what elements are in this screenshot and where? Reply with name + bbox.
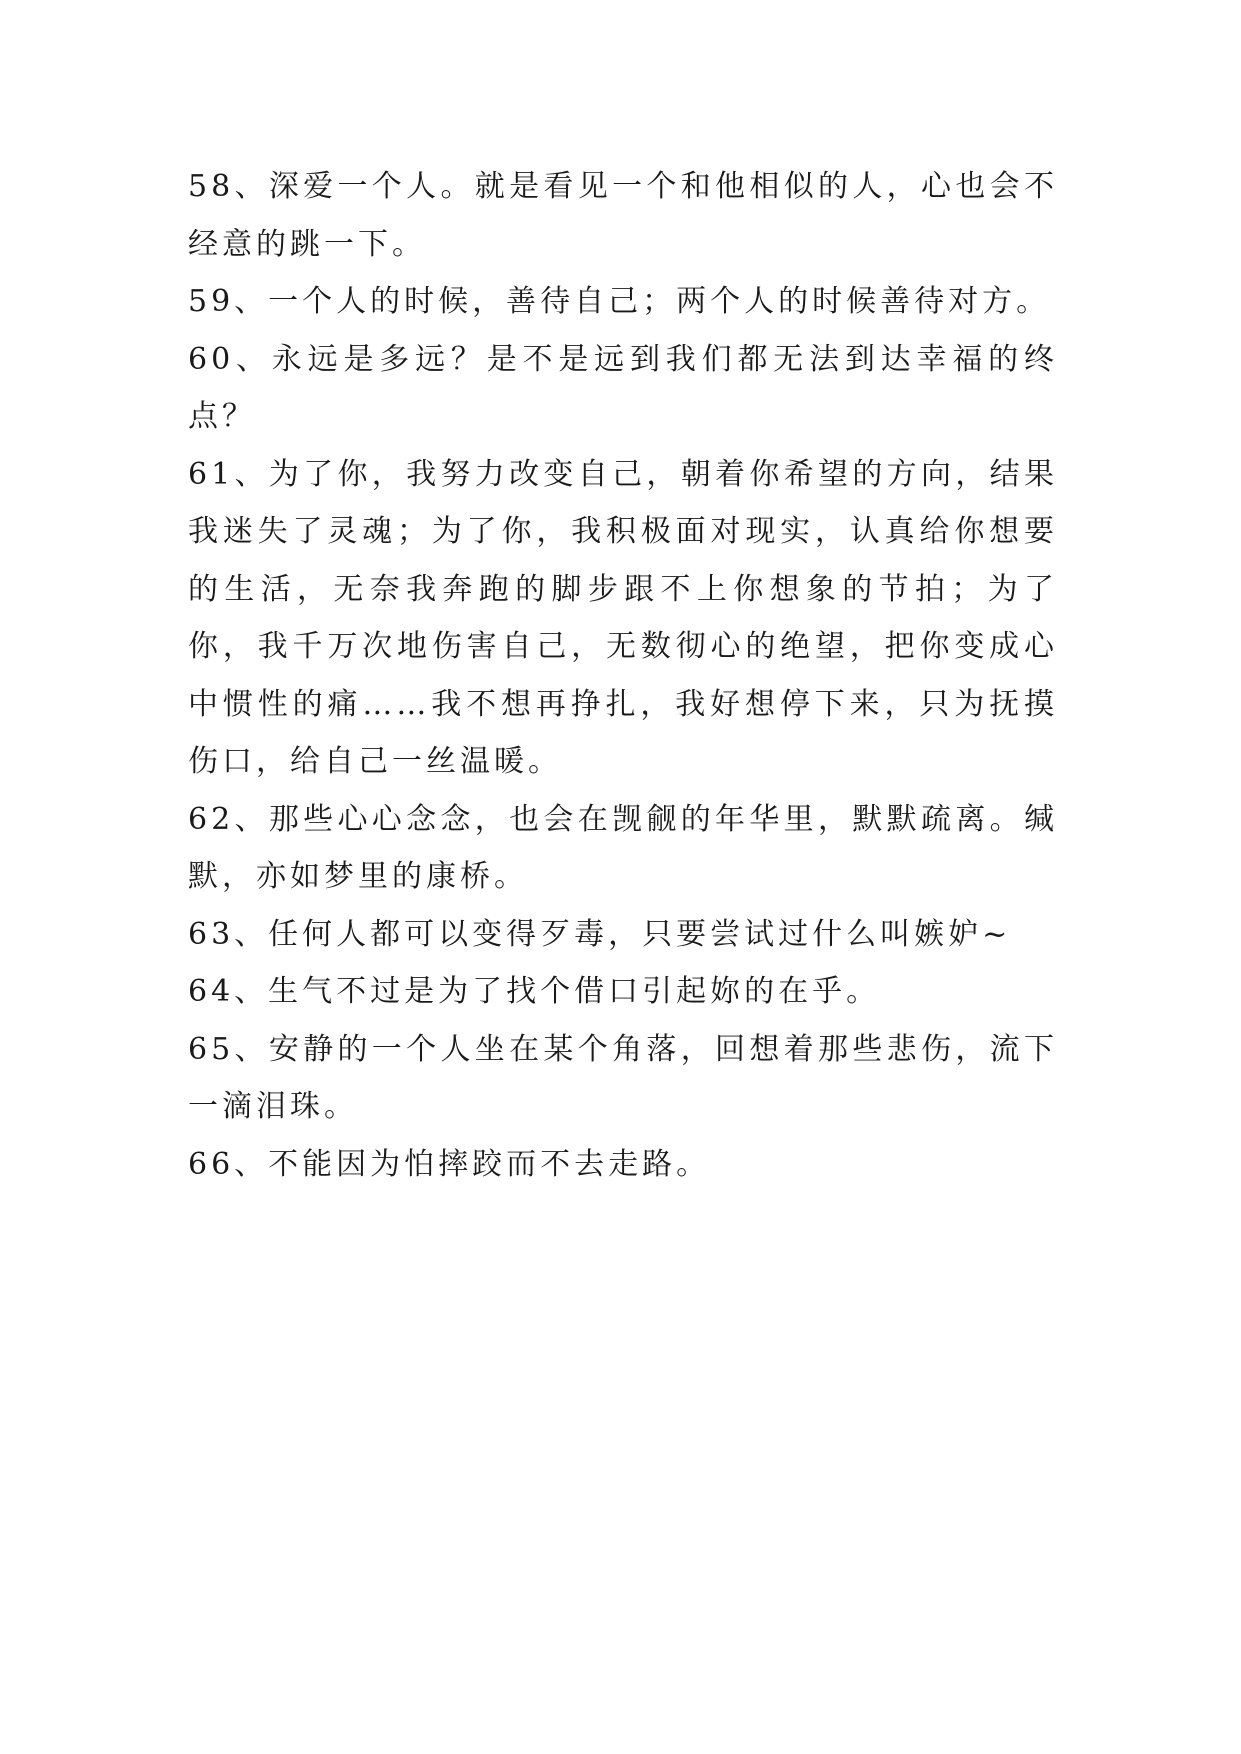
quote-paragraph-61: 61、为了你，我努力改变自己，朝着你希望的方向，结果我迷失了灵魂；为了你，我积极面对现实，认真给你想要的生活，无奈我奔跑的脚步跟不上你想象的节拍；为了你，我千万次地伤害自己，无数彻心的绝望，把你变成心中惯性的痛……我不想再挣扎，我好想停下来，只为抚摸伤口，给自己一丝温暖。 (188, 456, 1058, 779)
document-body (188, 158, 1058, 1193)
quote-paragraph-58: 58、深爱一个人。就是看见一个和他相似的人，心也会不经意的跳一下。 (188, 169, 1058, 262)
quote-paragraph-65: 65、安静的一个人坐在某个角落，回想着那些悲伤，流下一滴泪珠。 (188, 1031, 1058, 1124)
quote-paragraph-59: 59、一个人的时候，善待自己；两个人的时候善待对方。 (188, 284, 1051, 319)
quote-paragraph-66: 66、不能因为怕摔跤而不去走路。 (188, 1146, 711, 1182)
quote-paragraph-63: 63、任何人都可以变得歹毒，只要尝试过什么叫嫉妒~ (188, 916, 1012, 952)
quote-paragraph-62: 62、那些心心念念，也会在觊觎的年华里，默默疏离。缄默，亦如梦里的康桥。 (188, 801, 1058, 894)
quote-paragraph-60: 60、永远是多远？是不是远到我们都无法到达幸福的终点？ (188, 341, 1058, 434)
quote-paragraph-64: 64、生气不过是为了找个借口引起妳的在乎。 (188, 974, 881, 1009)
